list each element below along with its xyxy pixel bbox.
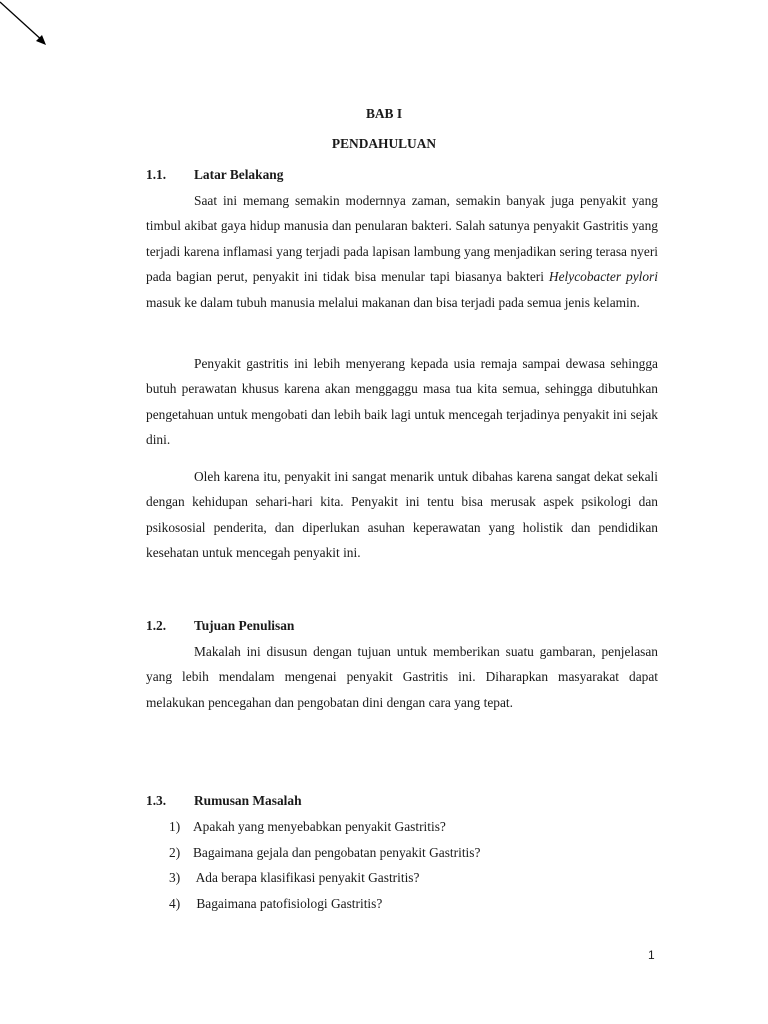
paragraph-text: Saat ini memang semakin modernnya zaman, semakin banyak juga penyakit yang timbul akibat gaya hidup manusia dan penularan bakteri. Salah satunya penyakit Gastritis yang terjadi karena inflamasi yang terjadi pada lapisan lambung yang menjadikan sering terasa nyeri pada bagian perut, penyakit ini tidak bisa menular tapi biasanya bakteri [146, 193, 658, 285]
list-item [169, 814, 480, 840]
chapter-title: PENDAHULUAN [331, 136, 437, 151]
list-text: Bagaimana gejala dan pengobatan penyakit Gastritis? [193, 844, 481, 860]
paragraph-text: masuk ke dalam tubuh manusia melalui makanan dan bisa terjadi pada semua jenis kelamin. [146, 294, 640, 310]
list-number: 4) [169, 896, 181, 912]
section-heading [146, 618, 294, 634]
arrow-icon [0, 0, 60, 60]
list-number: 1) [169, 819, 181, 834]
list-item [169, 891, 480, 917]
section-title: Rumusan Masalah [194, 793, 302, 808]
paragraph: Makalah ini disusun dengan tujuan untuk memberikan suatu gambaran, penjelasan yang lebih mendalam mengenai penyakit Gastritis ini. Diharapkan masyarakat dapat melakukan pencegahan dan pengobatan dini dengan cara yang tepat. [146, 644, 658, 710]
list-item [169, 840, 480, 866]
scientific-name: Helycobacter pylori [548, 269, 658, 285]
section-number: 1.2. [146, 618, 167, 633]
chapter-label: BAB I [365, 106, 403, 121]
paragraph [146, 188, 658, 315]
list-text: Apakah yang menyebabkan penyakit Gastritis? [193, 819, 446, 834]
page-number: 1 [648, 948, 655, 962]
paragraph: Penyakit gastritis ini lebih menyerang kepada usia remaja sampai dewasa sehingga butuh perawatan khusus karena akan menggaggu masa tua kita semua, sehingga dibutuhkan pengetahuan untuk mengobati dan lebih baik lagi untuk mencegah terjadinya penyakit ini sejak dini. [146, 356, 658, 448]
list-number: 3) [169, 870, 181, 886]
section-heading [146, 167, 283, 183]
section-title: Tujuan Penulisan [194, 618, 295, 633]
list-item [169, 865, 480, 891]
list-text: Bagaimana patofisiologi Gastritis? [193, 896, 383, 912]
problem-list [169, 814, 480, 917]
paragraph: Oleh karena itu, penyakit ini sangat menarik untuk dibahas karena sangat dekat sekali dengan kehidupan sehari-hari kita. Penyakit ini tentu bisa merusak aspek psikologi dan psikososial penderita, dan diperlukan asuhan keperawatan yang holistik dan pendidikan kesehatan untuk mencegah penyakit ini. [146, 469, 658, 561]
section-number: 1.3. [146, 793, 167, 808]
list-text: Ada berapa klasifikasi penyakit Gastritis? [193, 870, 420, 886]
section-title: Latar Belakang [194, 167, 284, 182]
section-heading [146, 793, 302, 809]
list-number: 2) [169, 844, 181, 860]
section-number: 1.1. [146, 167, 167, 182]
